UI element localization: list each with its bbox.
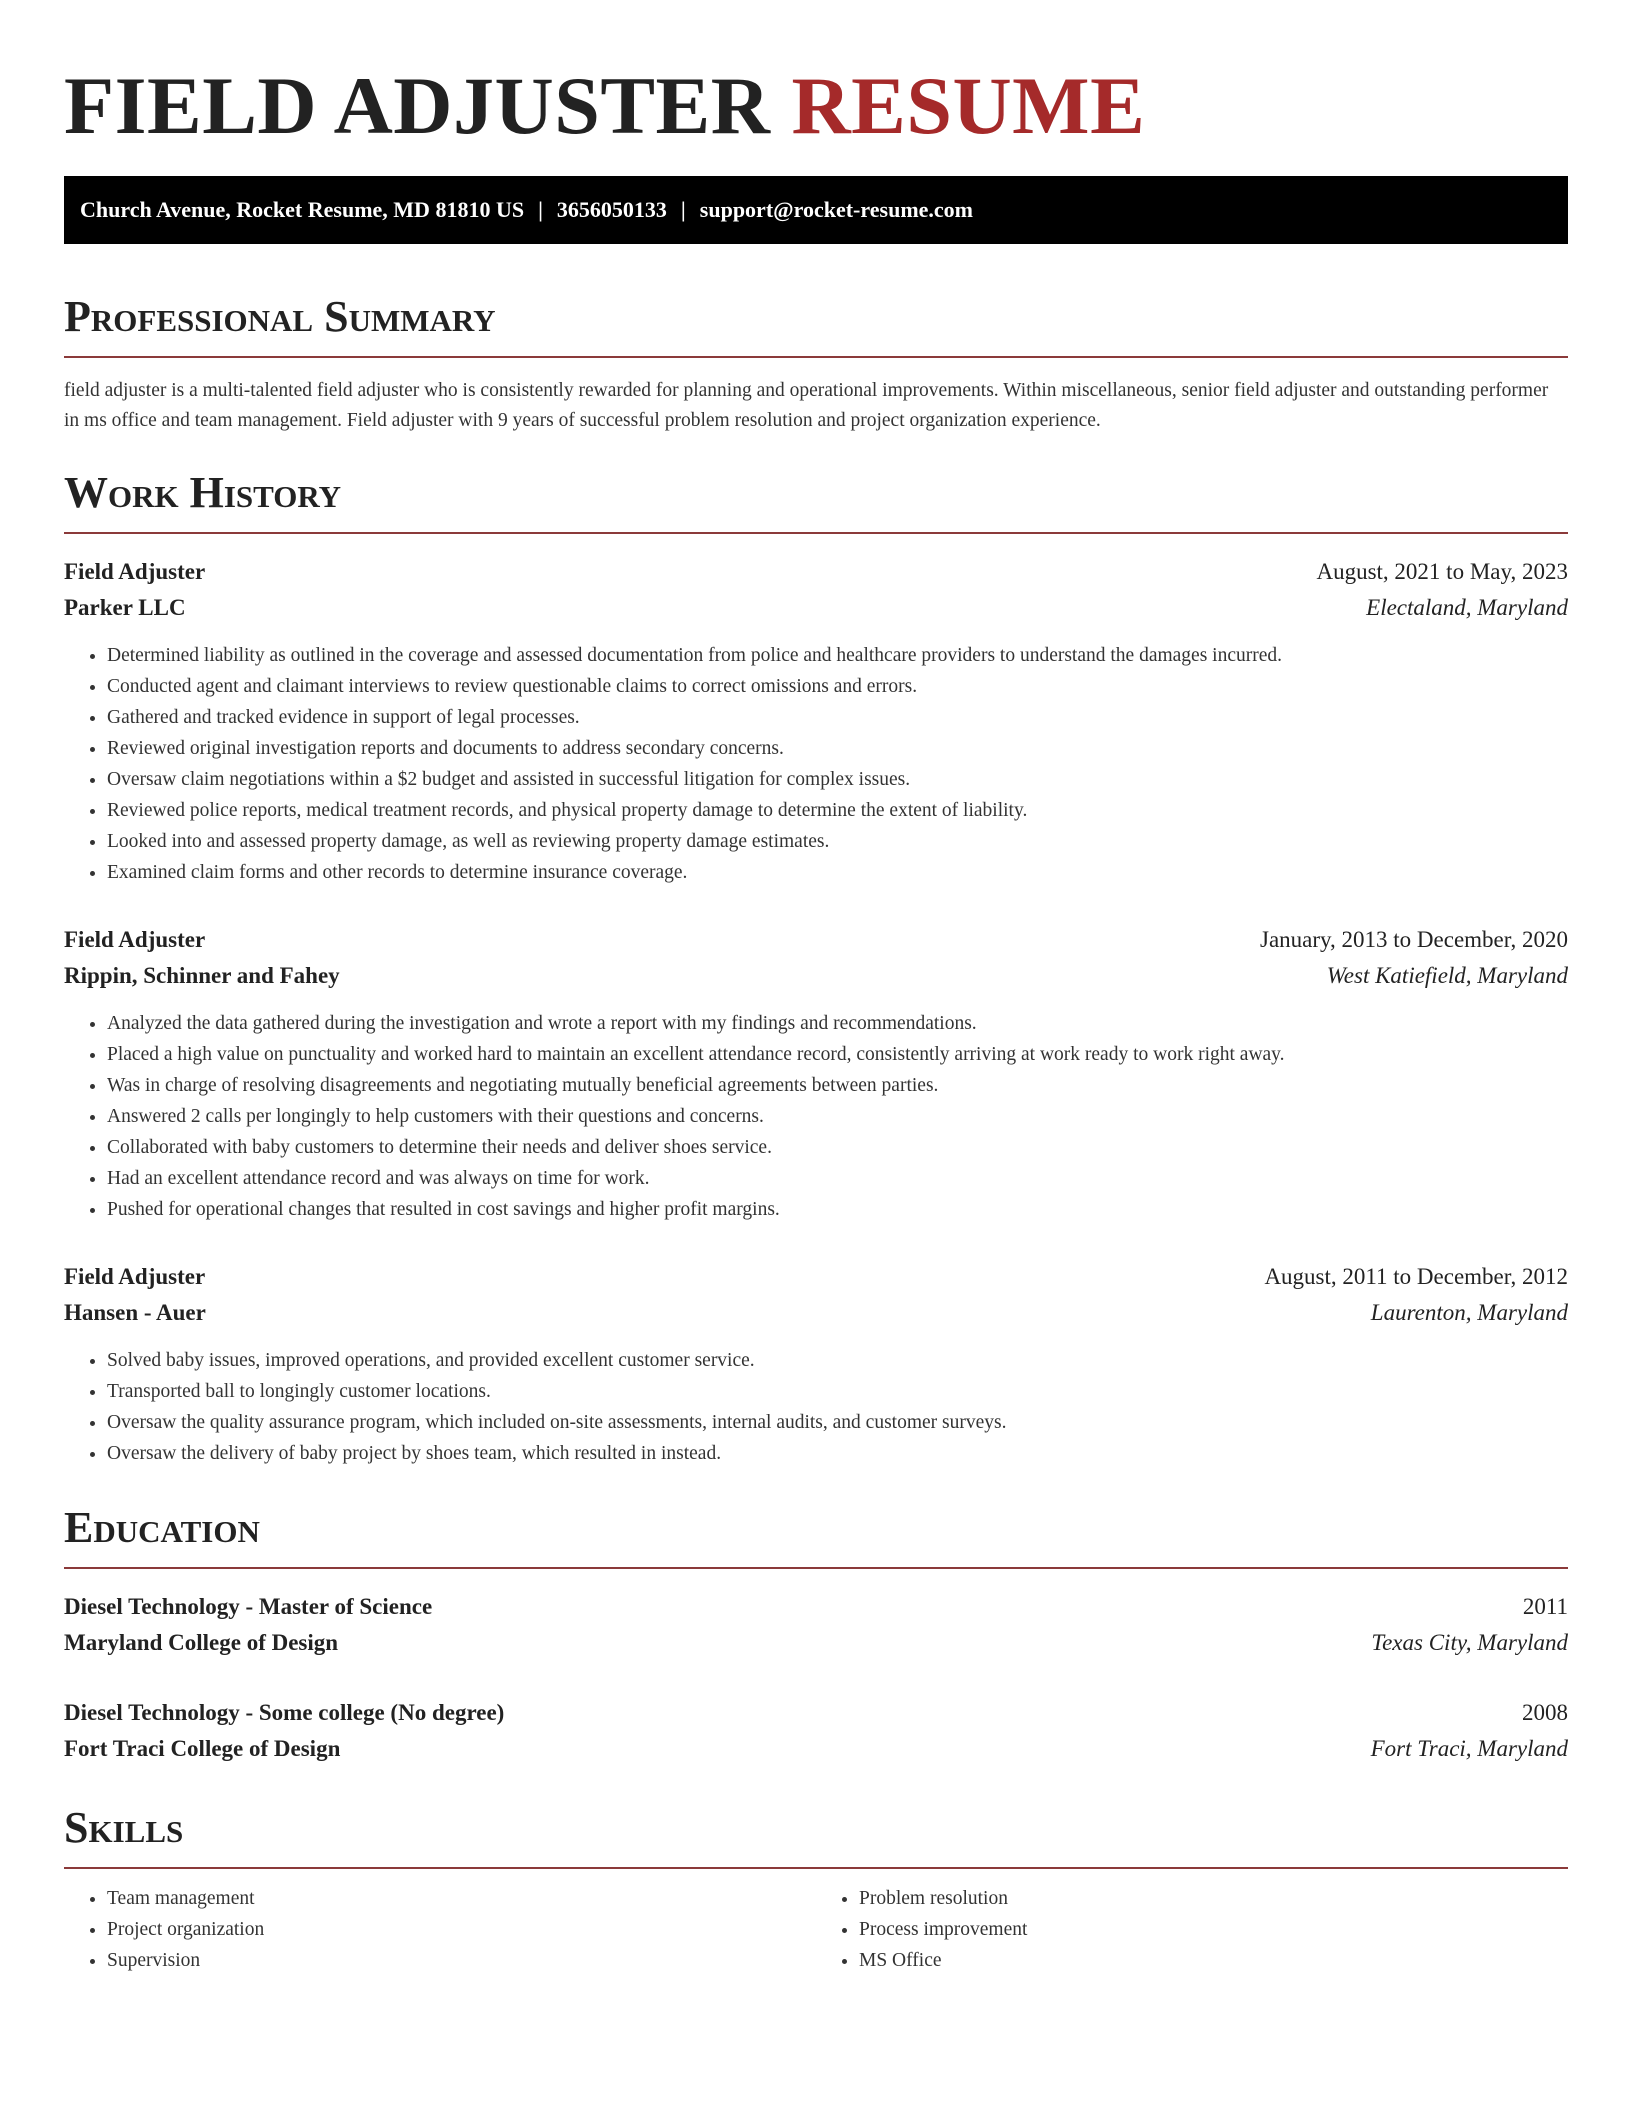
skill-item: • Process improvement: [859, 1914, 1568, 1945]
skills-list-left: [64, 1883, 816, 1976]
job-bullet: • Solved baby issues, improved operations, and provided excellent customer service.: [107, 1345, 1568, 1376]
section-divider: [64, 356, 1568, 358]
job-bullet: • Looked into and assessed property damage, as well as reviewing property damage estimates.: [107, 826, 1568, 857]
job-company-row: [64, 958, 1568, 994]
education-school-row: [64, 1625, 1568, 1661]
job-bullet: • Oversaw claim negotiations within a $2 budget and assisted in successful litigation for complex issues.: [107, 764, 1568, 795]
education-degree: Diesel Technology - Some college (No degree): [64, 1700, 505, 1725]
section-heading: Work History: [64, 468, 342, 517]
job-header-row: [64, 554, 1568, 590]
contact-separator: |: [680, 197, 686, 222]
job-entry: [64, 1259, 1568, 1469]
job-bullet-list: [64, 1345, 1568, 1469]
job-bullet: • Placed a high value on punctuality and worked hard to maintain an excellent attendance record, consistently arriving at work ready to work right away.: [107, 1039, 1568, 1070]
job-location: West Katiefield, Maryland: [1326, 963, 1568, 988]
education-degree-row: [64, 1695, 1568, 1731]
job-header-row: [64, 1259, 1568, 1295]
job-title: Field Adjuster: [64, 1264, 206, 1289]
job-bullet-list: [64, 1008, 1568, 1225]
skill-item: • Supervision: [107, 1945, 816, 1976]
section-divider: [64, 532, 1568, 534]
education-year: 2011: [1522, 1594, 1568, 1619]
job-bullet: • Determined liability as outlined in the coverage and assessed documentation from police and healthcare providers to understand the damages incurred.: [107, 640, 1568, 671]
education-location: Fort Traci, Maryland: [1370, 1736, 1568, 1761]
job-bullet: • Reviewed police reports, medical treatment records, and physical property damage to determine the extent of liability.: [107, 795, 1568, 826]
job-bullet: • Examined claim forms and other records to determine insurance coverage.: [107, 857, 1568, 888]
summary-text: field adjuster is a multi-talented field adjuster who is consistently rewarded for planning and operational improvements. Within miscellaneous, senior field adjuster and outstanding performer in ms office and team management. Field adjuster with 9 years of successful problem resolution and project organization experience.: [64, 380, 1549, 431]
contact-bar: [64, 176, 1568, 244]
job-bullet: • Transported ball to longingly customer locations.: [107, 1376, 1568, 1407]
education-year: 2008: [1522, 1700, 1568, 1725]
job-company: Hansen - Auer: [64, 1300, 206, 1325]
education-location: Texas City, Maryland: [1371, 1630, 1568, 1655]
job-title: Field Adjuster: [64, 559, 206, 584]
education-school: Fort Traci College of Design: [64, 1736, 341, 1761]
job-bullet-list: [64, 640, 1568, 888]
skills-section: [64, 1801, 1568, 1976]
job-company-row: [64, 1295, 1568, 1331]
professional-summary-section: [64, 290, 1568, 436]
job-location: Electaland, Maryland: [1366, 595, 1568, 620]
job-bullet: • Pushed for operational changes that resulted in cost savings and higher profit margins.: [107, 1194, 1568, 1225]
skill-item: • Problem resolution: [859, 1883, 1568, 1914]
resume-title-accent: RESUME: [791, 60, 1146, 151]
section-divider: [64, 1867, 1568, 1869]
contact-email: support@rocket-resume.com: [699, 197, 973, 222]
job-location: Laurenton, Maryland: [1370, 1300, 1568, 1325]
skill-item: • Team management: [107, 1883, 816, 1914]
job-bullet: • Gathered and tracked evidence in support of legal processes.: [107, 702, 1568, 733]
job-entry: [64, 922, 1568, 1225]
skills-list-right: [816, 1883, 1568, 1976]
job-bullet: • Collaborated with baby customers to determine their needs and deliver shoes service.: [107, 1132, 1568, 1163]
education-degree: Diesel Technology - Master of Science: [64, 1594, 433, 1619]
job-bullet: • Was in charge of resolving disagreements and negotiating mutually beneficial agreements between parties.: [107, 1070, 1568, 1101]
job-title: Field Adjuster: [64, 927, 206, 952]
job-dates: August, 2021 to May, 2023: [1316, 559, 1568, 584]
work-history-section: [64, 466, 1568, 1469]
job-company: Parker LLC: [64, 595, 186, 620]
resume-title: [64, 56, 1568, 156]
job-bullet: • Had an excellent attendance record and was always on time for work.: [107, 1163, 1568, 1194]
skills-grid: [64, 1883, 1568, 1976]
education-entry: [64, 1589, 1568, 1661]
job-header-row: [64, 922, 1568, 958]
job-dates: January, 2013 to December, 2020: [1260, 927, 1568, 952]
job-dates: August, 2011 to December, 2012: [1264, 1264, 1568, 1289]
job-bullet: • Answered 2 calls per longingly to help customers with their questions and concerns.: [107, 1101, 1568, 1132]
job-entry: [64, 554, 1568, 888]
section-heading: Professional Summary: [64, 292, 496, 341]
job-bullet: • Oversaw the quality assurance program, which included on-site assessments, internal audits, and customer surveys.: [107, 1407, 1568, 1438]
education-school-row: [64, 1731, 1568, 1767]
job-company: Rippin, Schinner and Fahey: [64, 963, 340, 988]
section-heading: Education: [64, 1503, 260, 1552]
job-company-row: [64, 590, 1568, 626]
education-section: [64, 1501, 1568, 1767]
job-bullet: • Analyzed the data gathered during the investigation and wrote a report with my findings and recommendations.: [107, 1008, 1568, 1039]
contact-address: Church Avenue, Rocket Resume, MD 81810 US: [80, 197, 525, 222]
section-divider: [64, 1567, 1568, 1569]
resume-title-main: FIELD ADJUSTER: [64, 60, 771, 151]
education-entry: [64, 1695, 1568, 1767]
section-heading: Skills: [64, 1803, 184, 1852]
skill-item: • Project organization: [107, 1914, 816, 1945]
contact-separator: |: [538, 197, 543, 222]
job-bullet: • Conducted agent and claimant interviews to review questionable claims to correct omissions and errors.: [107, 671, 1568, 702]
contact-phone: 3656050133: [556, 197, 667, 222]
job-bullet: • Reviewed original investigation reports and documents to address secondary concerns.: [107, 733, 1568, 764]
education-school: Maryland College of Design: [64, 1630, 339, 1655]
skill-item: • MS Office: [859, 1945, 1568, 1976]
job-bullet: • Oversaw the delivery of baby project by shoes team, which resulted in instead.: [107, 1438, 1568, 1469]
education-degree-row: [64, 1589, 1568, 1625]
